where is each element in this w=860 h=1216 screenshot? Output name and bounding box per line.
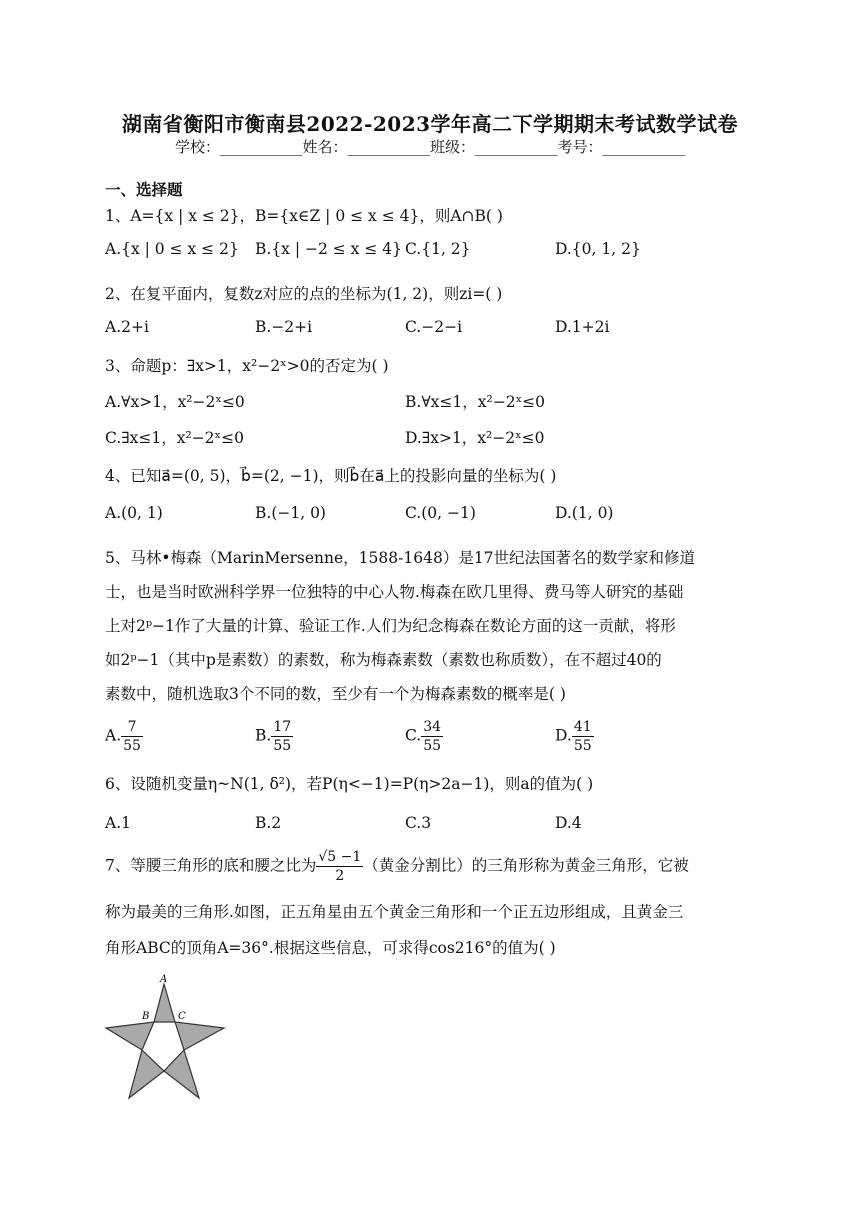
q5-option-a xyxy=(105,718,143,755)
q1-option-b: B.{x | −2 ≤ x ≤ 4} xyxy=(255,240,402,258)
q5-d-numerator: 41 xyxy=(573,719,592,735)
q5-c-numerator: 34 xyxy=(423,719,442,735)
q5-option-c-label: C. xyxy=(405,726,422,745)
q5-option-b xyxy=(255,718,293,755)
q3-option-a: A.∀x>1，x²−2ˣ≤0 xyxy=(105,393,245,411)
pentagram-figure xyxy=(104,970,228,1104)
vertex-label-a: A xyxy=(160,974,168,985)
question-7-line-2: 称为最美的三角形.如图，正五角星由五个黄金三角形和一个正五边形组成，且黄金三 xyxy=(105,903,684,921)
question-1-stem: 1、A={x | x ≤ 2}，B={x∈Z | 0 ≤ x ≤ 4}，则A∩B( ) xyxy=(105,207,503,225)
q6-option-b: B.2 xyxy=(255,814,282,832)
section-heading: 一、选择题 xyxy=(105,180,183,199)
q5-d-denominator: 55 xyxy=(573,738,592,754)
q5-option-d-label: D. xyxy=(555,726,572,745)
q7-ratio-denominator: 2 xyxy=(335,868,345,884)
q2-option-b: B.−2+i xyxy=(255,318,313,336)
q4-option-d: D.(1, 0) xyxy=(555,504,614,522)
q1-option-a: A.{x | 0 ≤ x ≤ 2} xyxy=(105,240,239,258)
q7-ratio-numerator: √5 −1 xyxy=(318,849,362,865)
q2-option-c: C.−2−i xyxy=(405,318,463,336)
q5-a-numerator: 7 xyxy=(121,718,143,737)
vertex-label-c: C xyxy=(178,1011,186,1022)
q2-option-a: A.2+i xyxy=(105,318,149,336)
question-5-line-3: 上对2ᵖ−1作了大量的计算、验证工作.人们为纪念梅森在数论方面的这一贡献，将形 xyxy=(105,617,676,635)
q6-option-c: C.3 xyxy=(405,814,432,832)
question-6-stem: 6、设随机变量η~N(1, δ²)，若P(η<−1)=P(η>2a−1)，则a的值为( ) xyxy=(105,775,594,793)
q5-b-numerator: 17 xyxy=(273,719,292,735)
question-5-line-5: 素数中，随机选取3个不同的数，至少有一个为梅森素数的概率是( ) xyxy=(105,685,566,703)
question-2-stem: 2、在复平面内，复数z对应的点的坐标为(1, 2)，则zi=( ) xyxy=(105,285,503,303)
question-4-stem: 4、已知a⃗=(0, 5)，b⃗=(2, −1)，则b⃗在a⃗上的投影向量的坐标为( ) xyxy=(105,467,557,485)
vertex-label-b: B xyxy=(142,1011,150,1022)
q7-line1-pre: 7、等腰三角形的底和腰之比为 xyxy=(105,856,317,875)
student-info-line: 学校：___________姓名：___________班级：___________考号：___________ xyxy=(174,138,685,156)
q5-c-denominator: 55 xyxy=(423,738,442,754)
question-5-line-4: 如2ᵖ−1（其中p是素数）的素数，称为梅森素数（素数也称质数），在不超过40的 xyxy=(105,651,662,669)
q4-option-a: A.(0, 1) xyxy=(105,504,163,522)
question-5-line-1: 5、马林•梅森（MarinMersenne，1588-1648）是17世纪法国著名的数学家和修道 xyxy=(105,549,696,567)
q5-b-denominator: 55 xyxy=(273,738,292,754)
question-3-stem: 3、命题p：∃x>1，x²−2ˣ>0的否定为( ) xyxy=(105,357,389,375)
q4-option-c: C.(0, −1) xyxy=(405,504,476,522)
q5-option-d xyxy=(555,718,594,755)
q5-option-c xyxy=(405,718,443,755)
q3-option-d: D.∃x>1，x²−2ˣ≤0 xyxy=(405,429,545,447)
question-7-line-1 xyxy=(105,848,689,885)
q3-option-b: B.∀x≤1，x²−2ˣ≤0 xyxy=(405,393,545,411)
q5-option-a-label: A. xyxy=(105,726,122,745)
q7-line1-post: （黄金分割比）的三角形称为黄金三角形，它被 xyxy=(363,856,689,875)
question-5-line-2: 士，也是当时欧洲科学界一位独特的中心人物.梅森在欧几里得、费马等人研究的基础 xyxy=(105,583,684,601)
q6-option-a: A.1 xyxy=(105,814,131,832)
q1-option-d: D.{0, 1, 2} xyxy=(555,240,641,258)
q5-option-b-label: B. xyxy=(255,726,272,745)
q1-option-c: C.{1, 2} xyxy=(405,240,471,258)
q4-option-b: B.(−1, 0) xyxy=(255,504,326,522)
q3-option-c: C.∃x≤1，x²−2ˣ≤0 xyxy=(105,429,244,447)
q2-option-d: D.1+2i xyxy=(555,318,610,336)
q5-a-denominator: 55 xyxy=(123,738,141,754)
page-title: 湖南省衡阳市衡南县2022-2023学年高二下学期期末考试数学试卷 xyxy=(121,112,739,136)
question-7-line-3: 角形ABC的顶角A=36°.根据这些信息，可求得cos216°的值为( ) xyxy=(105,939,556,957)
q6-option-d: D.4 xyxy=(555,814,582,832)
